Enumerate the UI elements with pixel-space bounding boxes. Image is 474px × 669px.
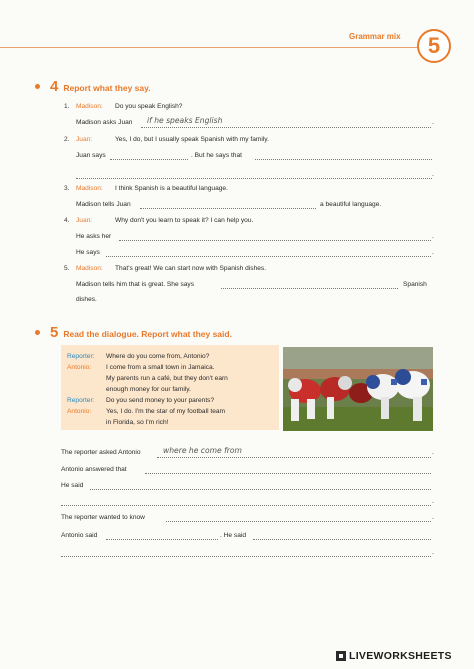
dialogue-text: Where do you come from, Antonio? [106, 353, 210, 360]
answer-line[interactable] [141, 127, 431, 128]
liveworksheets-watermark [336, 650, 452, 662]
brand-text: LIVEWORKSHEETS [349, 650, 452, 662]
answer-line[interactable] [255, 159, 432, 160]
dialogue-box [61, 345, 279, 430]
prompt-text: Juan says [76, 152, 106, 159]
speaker-label: Reporter: [67, 353, 95, 360]
exercise-title: Report what they say. [63, 83, 151, 93]
answer-line[interactable] [106, 256, 431, 257]
period: . [432, 514, 434, 521]
football-photo [283, 347, 433, 431]
prompt-text: He asks her [76, 233, 112, 240]
period: . [432, 171, 434, 178]
answer-line[interactable] [61, 505, 431, 506]
prompt-text: Antonio said [61, 532, 98, 539]
prompt-text: . He said [220, 532, 247, 539]
answer-line[interactable] [61, 556, 431, 557]
exercise-4-heading [35, 78, 151, 95]
item-number: 4. [64, 217, 70, 224]
header-title: Grammar mix [349, 32, 401, 41]
speaker-label: Madison: [76, 265, 103, 272]
exercise-number: 5 [50, 324, 59, 341]
prompt-text: dishes. [76, 296, 97, 303]
speaker-label: Antonio: [67, 364, 92, 371]
quote-text: Yes, I do, but I usually speak Spanish with my family. [115, 136, 269, 143]
prompt-text: a beautiful language. [320, 201, 382, 208]
dialogue-text: Yes, I do. I'm the star of my football team [106, 408, 226, 415]
prompt-text: The reporter wanted to know [61, 514, 145, 521]
answer-line[interactable] [166, 521, 431, 522]
dialogue-text: in Florida, so I'm rich! [106, 419, 169, 426]
prompt-text: Madison asks Juan [76, 119, 133, 126]
answer-line[interactable] [110, 159, 188, 160]
answer-line[interactable] [119, 240, 431, 241]
liveworksheets-logo-icon [336, 651, 346, 661]
item-number: 3. [64, 185, 70, 192]
quote-text: That's great! We can start now with Spanish dishes. [115, 265, 267, 272]
prompt-text: Spanish [403, 281, 427, 288]
period: . [432, 549, 434, 556]
item-number: 1. [64, 103, 70, 110]
prompt-text: Madison tells him that is great. She says [76, 281, 195, 288]
quote-text: Why don't you learn to speak it? I can help you. [115, 217, 254, 224]
prompt-text: The reporter asked Antonio [61, 449, 141, 456]
exercise-number: 4 [50, 78, 59, 95]
bullet-icon [35, 84, 40, 89]
quote-text: Do you speak English? [115, 103, 183, 110]
item-number: 2. [64, 136, 70, 143]
answer-input[interactable]: if he speaks English [147, 116, 223, 125]
answer-line[interactable] [140, 208, 316, 209]
period: . [432, 119, 434, 126]
answer-line[interactable] [90, 489, 431, 490]
speaker-label: Madison: [76, 185, 103, 192]
item-number: 5. [64, 265, 70, 272]
answer-line[interactable] [145, 473, 431, 474]
answer-line[interactable] [157, 457, 431, 458]
dialogue-text: My parents run a café, but they don't earn [106, 375, 228, 382]
quote-text: I think Spanish is a beautiful language. [115, 185, 228, 192]
speaker-label: Madison: [76, 103, 103, 110]
dialogue-text: enough money for our family. [106, 386, 191, 393]
unit-badge: 5 [417, 29, 451, 63]
answer-line[interactable] [76, 178, 432, 179]
speaker-label: Juan: [76, 136, 93, 143]
answer-line[interactable] [221, 288, 398, 289]
answer-input[interactable]: where he come from [163, 446, 242, 455]
speaker-label: Antonio: [67, 408, 92, 415]
prompt-text: . But he says that [191, 152, 242, 159]
speaker-label: Reporter: [67, 397, 95, 404]
period: . [432, 449, 434, 456]
dialogue-text: Do you send money to your parents? [106, 397, 215, 404]
answer-line[interactable] [253, 539, 431, 540]
football-players-image [283, 347, 433, 431]
prompt-text: He said [61, 482, 84, 489]
period: . [432, 233, 434, 240]
answer-line[interactable] [106, 539, 218, 540]
bullet-icon [35, 330, 40, 335]
header-rule [0, 47, 418, 48]
period: . [432, 249, 434, 256]
period: . [432, 498, 434, 505]
prompt-text: Antonio answered that [61, 466, 127, 473]
dialogue-text: I come from a small town in Jamaica. [106, 364, 215, 371]
prompt-text: He says [76, 249, 100, 256]
speaker-label: Juan: [76, 217, 93, 224]
exercise-5-heading [35, 324, 232, 341]
exercise-title: Read the dialogue. Report what they said. [63, 329, 232, 339]
prompt-text: Madison tells Juan [76, 201, 131, 208]
